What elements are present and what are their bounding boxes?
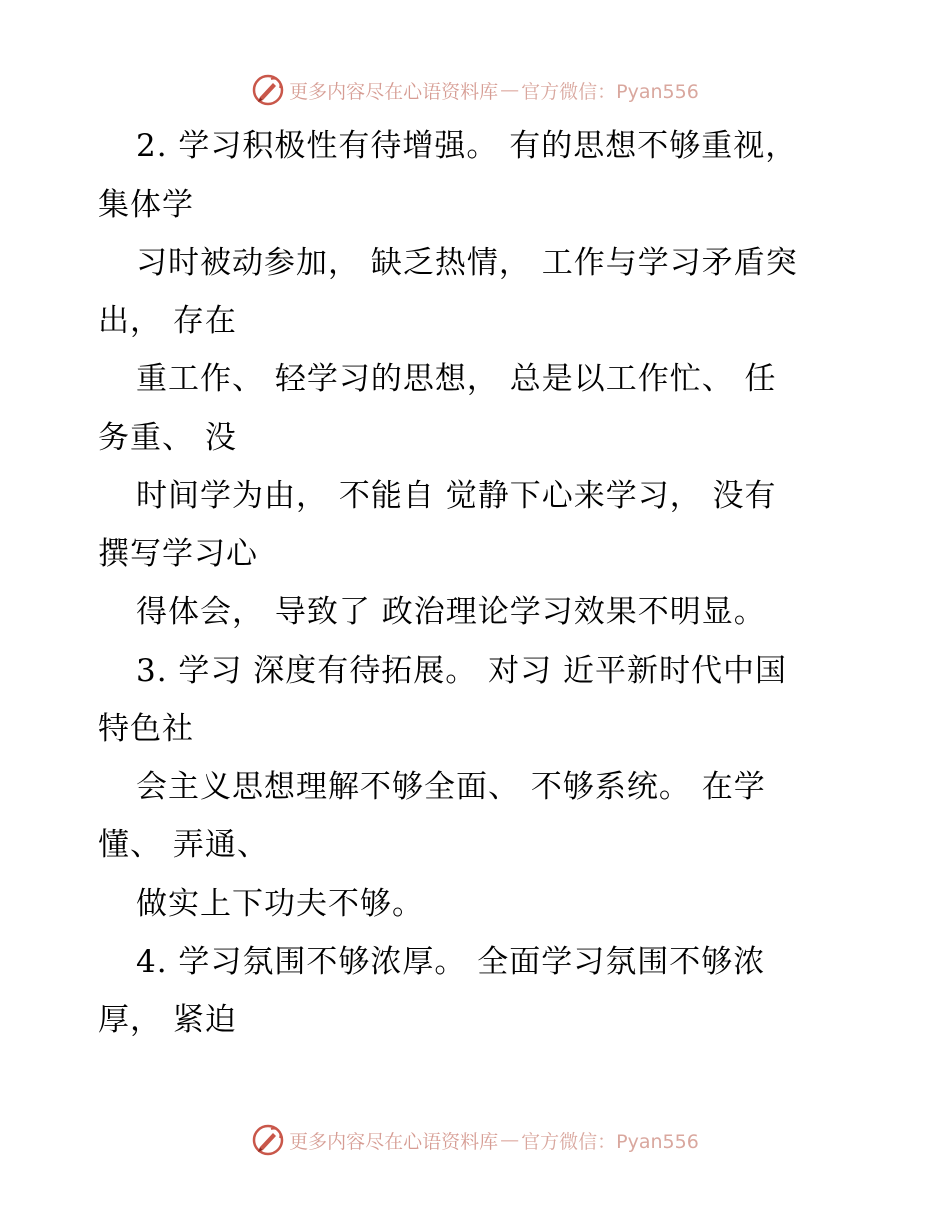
banner-separator: —: [500, 1129, 520, 1151]
text-line: 4. 学习氛围不够浓厚。 全面学习氛围不够浓: [136, 944, 766, 980]
text-line: 出， 存在: [98, 303, 237, 339]
pen-logo-icon: [251, 1123, 285, 1157]
banner-wechat-text: 官方微信：Pyan556: [521, 80, 699, 103]
text-line: 务重、 没: [98, 420, 237, 456]
text-line: 懂、 弄通、: [98, 827, 269, 863]
text-line: 做实上下功夫不够。: [136, 886, 424, 922]
text-line: 集体学: [98, 187, 194, 223]
banner-wechat-text: 官方微信：Pyan556: [521, 1130, 699, 1153]
text-line: 厚， 紧迫: [98, 1002, 237, 1038]
text-line: 撰写学习心: [98, 536, 258, 572]
text-line: 特色社: [98, 711, 194, 747]
banner-main-text: 更多内容尽在心语资料库: [289, 1130, 499, 1153]
text-line: 2. 学习积极性有待增强。 有的思想不够重视，: [136, 128, 798, 164]
banner-separator: —: [500, 79, 520, 101]
footer-watermark-banner: [0, 1120, 950, 1160]
banner-main-text: 更多内容尽在心语资料库: [289, 80, 499, 103]
text-line: 重工作、 轻学习的思想， 总是以工作忙、 任: [136, 361, 777, 397]
text-line: 3. 学习 深度有待拓展。 对习 近平新时代中国: [136, 653, 787, 689]
text-line: 会主义思想理解不够全面、 不够系统。 在学: [136, 769, 766, 805]
text-line: 得体会， 导致了 政治理论学习效果不明显。: [136, 594, 766, 630]
text-line: 时间学为由， 不能自 觉静下心来学习， 没有: [136, 478, 777, 514]
text-line: 习时被动参加， 缺乏热情， 工作与学习矛盾突: [136, 245, 798, 281]
